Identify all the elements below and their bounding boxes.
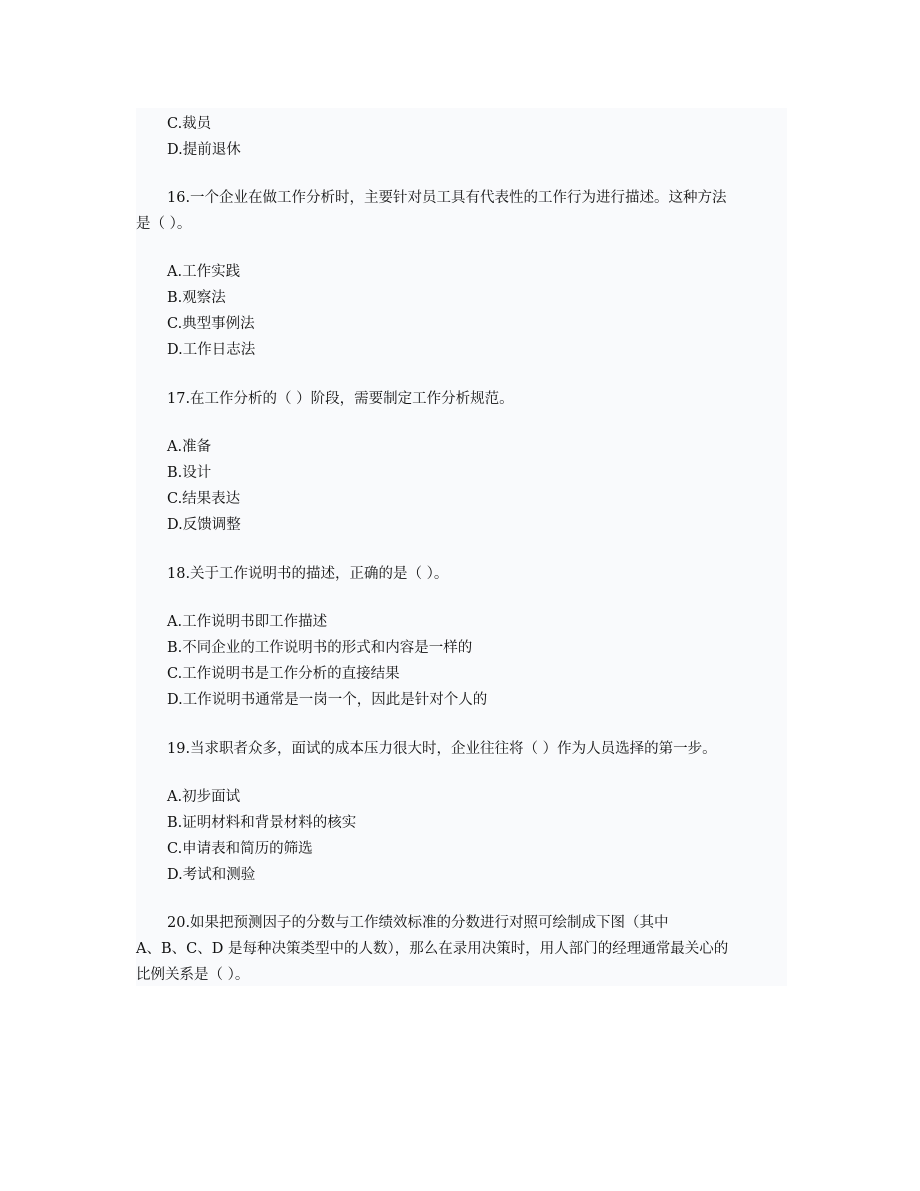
q19-option-b: B.证明材料和背景材料的核实	[167, 815, 357, 831]
q15-option-d: D.提前退休	[167, 142, 241, 158]
q17-option-a: A.准备	[167, 439, 212, 455]
q18-stem-line-1: 18.关于工作说明书的描述，正确的是（ ）。	[167, 566, 449, 582]
q18-option-a: A.工作说明书即工作描述	[167, 614, 328, 630]
q18-option-d: D.工作说明书通常是一岗一个，因此是针对个人的	[167, 692, 488, 708]
q16-option-d: D.工作日志法	[167, 342, 256, 358]
q18-option-c: C.工作说明书是工作分析的直接结果	[167, 666, 400, 682]
q16-option-a: A.工作实践	[167, 264, 241, 280]
q16-option-b: B.观察法	[167, 290, 226, 306]
q15-option-c: C.裁员	[167, 116, 212, 132]
q17-option-c: C.结果表达	[167, 491, 241, 507]
q20-stem-line-2: A、B、C、D 是每种决策类型中的人数），那么在录用决策时，用人部门的经理通常最关心的	[136, 941, 729, 957]
q17-stem-line-1: 17.在工作分析的（ ）阶段，需要制定工作分析规范。	[167, 391, 514, 407]
q16-stem-line-2: 是（ ）。	[136, 216, 192, 232]
q20-stem-line-1: 20.如果把预测因子的分数与工作绩效标准的分数进行对照可绘制成下图（其中	[167, 915, 669, 931]
q16-option-c: C.典型事例法	[167, 316, 255, 332]
q17-option-d: D.反馈调整	[167, 517, 241, 533]
q19-option-c: C.申请表和简历的筛选	[167, 841, 313, 857]
q20-stem-line-3: 比例关系是（ ）。	[136, 967, 250, 983]
q16-stem-line-1: 16.一个企业在做工作分析时，主要针对员工具有代表性的工作行为进行描述。这种方法	[167, 190, 727, 206]
q19-option-d: D.考试和测验	[167, 867, 256, 883]
q19-option-a: A.初步面试	[167, 789, 241, 805]
q18-option-b: B.不同企业的工作说明书的形式和内容是一样的	[167, 640, 473, 656]
q19-stem-line-1: 19.当求职者众多，面试的成本压力很大时，企业往往将（ ）作为人员选择的第一步。	[167, 741, 717, 757]
q17-option-b: B.设计	[167, 465, 212, 481]
